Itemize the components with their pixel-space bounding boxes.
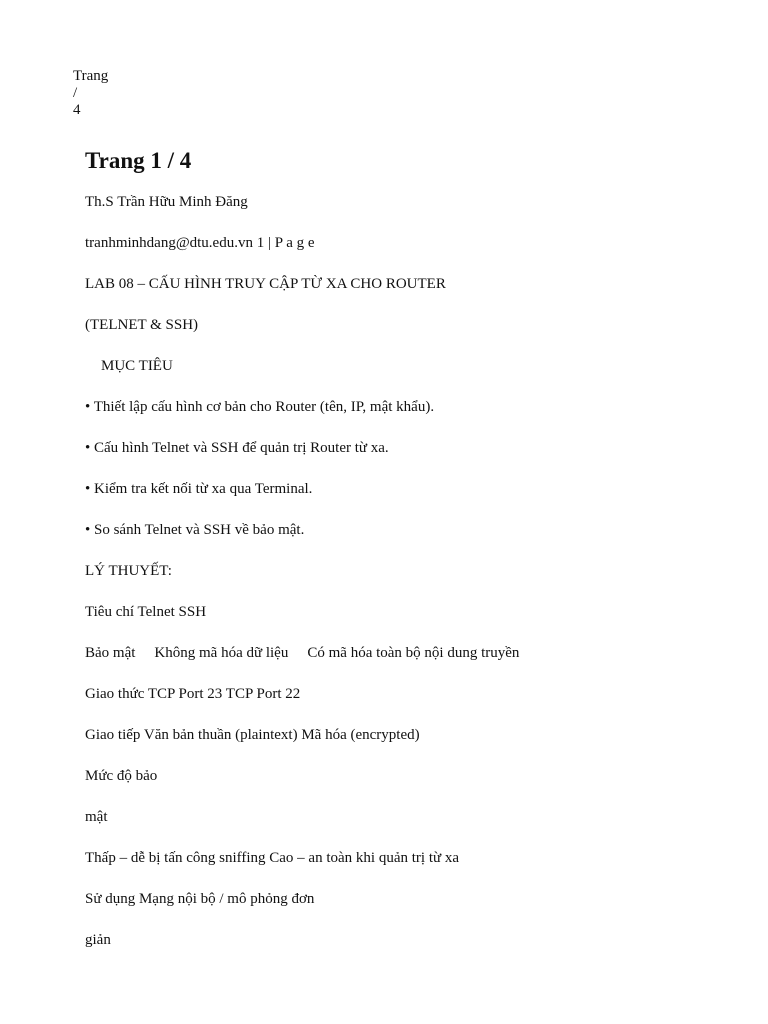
table-row-usage-2: giản [85, 932, 111, 948]
page-counter-total: 4 [73, 102, 81, 118]
author-line: Th.S Trần Hữu Minh Đăng [85, 194, 248, 210]
security-ssh: Có mã hóa toàn bộ nội dung truyền [307, 645, 520, 661]
table-row-level-values: Thấp – dễ bị tấn công sniffing Cao – an toàn khi quản trị từ xa [85, 850, 460, 866]
table-header-row: Tiêu chí Telnet SSH [85, 604, 207, 620]
page-counter-word: Trang [73, 68, 109, 84]
lab-title-line-1: LAB 08 – CẤU HÌNH TRUY CẬP TỪ XA CHO ROUTER [85, 276, 446, 292]
objective-item: • So sánh Telnet và SSH về bảo mật. [85, 522, 305, 538]
security-criterion: Bảo mật [85, 645, 136, 661]
lab-title-line-2: (TELNET & SSH) [85, 317, 199, 333]
page-counter [73, 68, 108, 119]
objective-item: • Kiểm tra kết nối từ xa qua Terminal. [85, 481, 313, 497]
table-row-security [85, 644, 725, 662]
security-telnet: Không mã hóa dữ liệu [154, 645, 289, 661]
table-row-level-label-2: mật [85, 809, 108, 825]
footer-line: tranhminhdang@dtu.edu.vn 1 | P a g e [85, 235, 315, 251]
table-row-communication: Giao tiếp Văn bản thuần (plaintext) Mã hóa (encrypted) [85, 727, 420, 743]
table-row-usage-1: Sử dụng Mạng nội bộ / mô phỏng đơn [85, 891, 315, 907]
theory-heading: LÝ THUYẾT: [85, 563, 172, 579]
page-title: Trang 1 / 4 [85, 148, 192, 173]
document-body [85, 146, 725, 949]
table-row-protocol: Giao thức TCP Port 23 TCP Port 22 [85, 686, 301, 702]
objective-item: • Thiết lập cấu hình cơ bản cho Router (tên, IP, mật khẩu). [85, 399, 435, 415]
table-row-level-label-1: Mức độ bảo [85, 768, 158, 784]
objectives-heading: MỤC TIÊU [101, 358, 173, 374]
objective-item: • Cấu hình Telnet và SSH để quản trị Router từ xa. [85, 440, 389, 456]
page-counter-slash: / [73, 85, 78, 101]
